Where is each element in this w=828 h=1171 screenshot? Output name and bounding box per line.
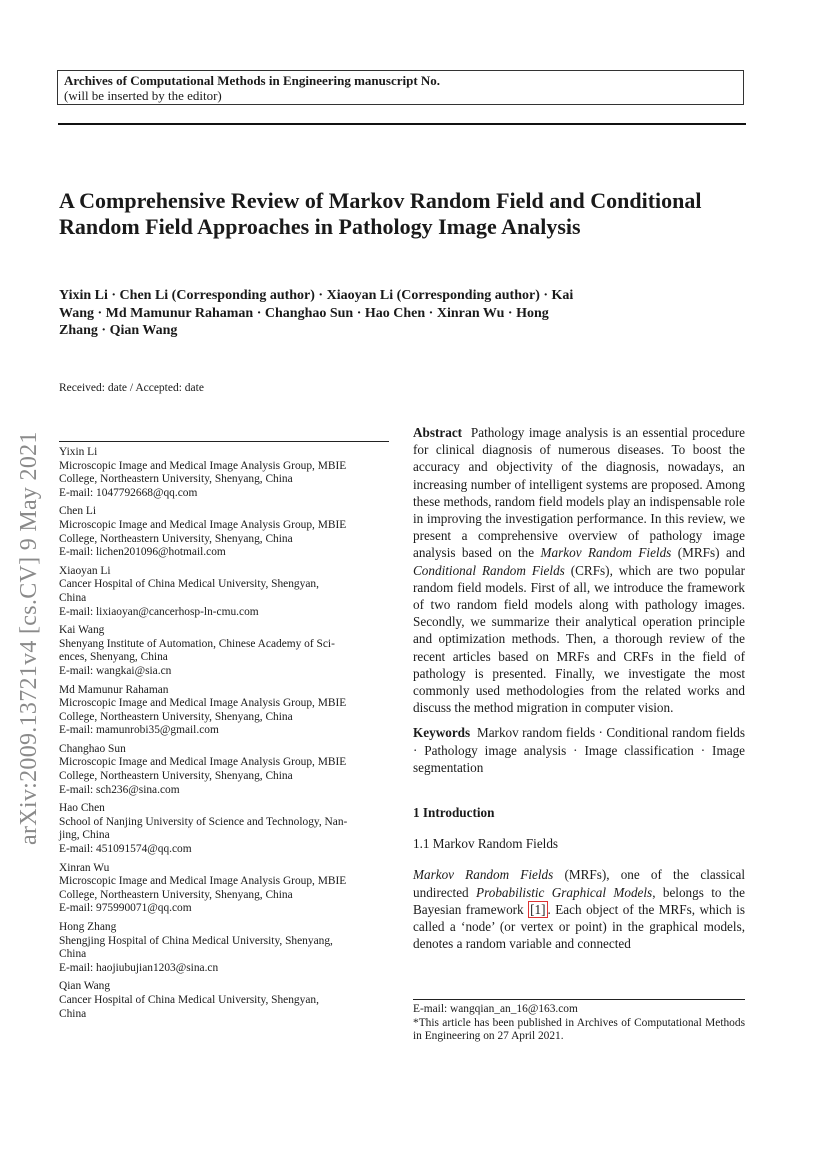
affiliation-name: Qian Wang xyxy=(59,980,111,993)
affiliation-name: Xinran Wu xyxy=(59,861,110,874)
affiliation-email[interactable]: E-mail: sch236@sina.com xyxy=(59,783,180,796)
footnote-publication-note: *This article has been published in Archives of Computational Methods in Engineering on 27 April 2021. xyxy=(413,1016,745,1043)
affiliation-line: College, Northeastern University, Shenyang, China xyxy=(59,710,293,723)
affiliation-list xyxy=(59,446,391,1026)
affiliation-name: Hao Chen xyxy=(59,802,105,815)
journal-name: Archives of Computational Methods in Engineering manuscript No. xyxy=(64,73,441,88)
affiliation-item xyxy=(59,802,391,856)
affiliation-line: Cancer Hospital of China Medical University, Shengyan, xyxy=(59,578,319,591)
affiliation-item xyxy=(59,862,391,916)
affiliation-line: School of Nanjing University of Science and Technology, Nan- xyxy=(59,815,348,828)
subsection-heading-mrf: 1.1 Markov Random Fields xyxy=(413,836,559,852)
keywords-text: Markov random fields · Conditional random fields · Pathology image analysis · Image classification · Image segmentation xyxy=(413,725,745,775)
affiliation-line: College, Northeastern University, Shenyang, China xyxy=(59,888,293,901)
affiliation-line: Shenyang Institute of Automation, Chinese Academy of Sci- xyxy=(59,637,335,650)
affiliation-name: Chen Li xyxy=(59,505,97,518)
affiliation-email[interactable]: E-mail: haojiubujian1203@sina.cn xyxy=(59,961,219,974)
affiliation-line: College, Northeastern University, Shenyang, China xyxy=(59,473,293,486)
journal-header-box xyxy=(57,70,744,105)
intro-term: Probabilistic Graphical Models xyxy=(476,884,653,900)
affiliation-line: Shengjing Hospital of China Medical University, Shenyang, xyxy=(59,934,333,947)
affiliation-name: Md Mamunur Rahaman xyxy=(59,683,169,696)
affiliation-name: Hong Zhang xyxy=(59,921,117,933)
citation-link[interactable]: [1] xyxy=(530,901,546,917)
affiliation-line: College, Northeastern University, Shenyang, China xyxy=(59,770,293,783)
affiliation-line: jing, China xyxy=(59,829,110,842)
abstract-term-mrf: Markov Random Fields xyxy=(540,545,672,561)
affiliation-line: China xyxy=(59,591,87,604)
affiliation-line: China xyxy=(59,1007,87,1020)
affiliation-email[interactable]: E-mail: wangkai@sia.cn xyxy=(59,664,172,677)
paper-title: A Comprehensive Review of Markov Random Field and Conditional Random Field Approaches in Pathology Image Analysis xyxy=(59,188,702,239)
affiliation-email[interactable]: E-mail: lixiaoyan@cancerhosp-ln-cmu.com xyxy=(59,605,259,618)
arxiv-identifier[interactable]: arXiv:2009.13721v4 [cs.CV] 9 May 2021 xyxy=(16,431,42,845)
abstract-label: Abstract xyxy=(413,425,463,440)
affiliation-line: Microscopic Image and Medical Image Analysis Group, MBIE xyxy=(59,756,347,769)
right-column xyxy=(413,424,745,952)
affiliation-item xyxy=(59,565,391,619)
affiliation-item xyxy=(59,921,391,975)
abstract-text: (CRFs), which are two popular random field models. First of all, we introduce the framework of two random field models along with pathology images. Secondly, we summarize their analytical operation principle and optimization methods. Then, a thorough review of the recent articles based on MRFs and CRFs in the field of pathology is presented. Finally, we investigate the most commonly used methodologies from the related works and discuss the method migration in computer vision. xyxy=(413,562,745,716)
affiliation-item xyxy=(59,624,391,678)
affiliation-email[interactable]: E-mail: mamunrobi35@gmail.com xyxy=(59,724,219,737)
journal-note: (will be inserted by the editor) xyxy=(64,88,222,103)
keywords xyxy=(413,724,745,776)
affiliation-item xyxy=(59,684,391,738)
affiliation-line: Microscopic Image and Medical Image Analysis Group, MBIE xyxy=(59,697,347,710)
affiliation-item xyxy=(59,980,391,1021)
abstract-text: Pathology image analysis is an essential procedure for clinical diagnosis of numerous diseases. To boost the accuracy and objectivity of the diagnosis, nowadays, an increasing number of intelligent systems are proposed. Among these methods, random field models play an indispensable role in improving the investigation performance. In this review, we present a comprehensive overview of pathology image analysis based on the xyxy=(413,425,746,561)
affiliation-item xyxy=(59,446,391,500)
affiliation-name: Yixin Li xyxy=(59,446,98,458)
received-date: Received: date / Accepted: date xyxy=(59,382,204,394)
affiliation-rule xyxy=(59,441,389,442)
affiliation-line: Microscopic Image and Medical Image Analysis Group, MBIE xyxy=(59,875,347,888)
intro-text: . Each object of the MRFs, which is called a ‘node’ (or vertex or point) in the graphical models, denotes a random variable and connected xyxy=(413,901,745,952)
intro-text: (MRFs), one of the classical undirected xyxy=(413,867,746,900)
abstract-term-crf: Conditional Random Fields xyxy=(413,562,565,578)
abstract-text: (MRFs) and xyxy=(671,545,745,561)
affiliation-line: Cancer Hospital of China Medical University, Shengyan, xyxy=(59,993,319,1006)
section-heading-introduction: 1 Introduction xyxy=(413,805,495,821)
intro-text: , belongs to the Bayesian framework xyxy=(413,884,745,917)
affiliation-name: Xiaoyan Li xyxy=(59,564,111,577)
abstract xyxy=(413,424,745,716)
keywords-label: Keywords xyxy=(413,725,471,741)
affiliation-line: ences, Shenyang, China xyxy=(59,651,168,664)
affiliation-line: China xyxy=(59,948,87,961)
affiliation-name: Changhao Sun xyxy=(59,742,126,755)
affiliation-email[interactable]: E-mail: lichen201096@hotmail.com xyxy=(59,546,226,559)
affiliation-email[interactable]: E-mail: 451091574@qq.com xyxy=(59,843,192,856)
footnote-email[interactable]: E-mail: wangqian_an_16@163.com xyxy=(413,1003,578,1015)
intro-paragraph xyxy=(413,866,745,952)
affiliation-item xyxy=(59,505,391,559)
affiliation-name: Kai Wang xyxy=(59,624,105,637)
affiliation-line: College, Northeastern University, Shenyang, China xyxy=(59,532,293,545)
affiliation-email[interactable]: E-mail: 1047792668@qq.com xyxy=(59,486,198,499)
footnote-rule xyxy=(413,999,745,1000)
affiliation-item xyxy=(59,743,391,797)
affiliation-line: Microscopic Image and Medical Image Analysis Group, MBIE xyxy=(59,459,347,472)
footnotes xyxy=(413,1003,745,1044)
header-rule xyxy=(58,123,746,125)
intro-term: Markov Random Fields xyxy=(413,867,554,883)
affiliation-line: Microscopic Image and Medical Image Analysis Group, MBIE xyxy=(59,518,347,531)
author-list: Yixin Li · Chen Li (Corresponding author) · Xiaoyan Li (Corresponding author) · Kai Wang · Md Mamunur Rahaman · Changhao Sun · Hao Chen · Xinran Wu · Hong Zhang · Qian Wang xyxy=(59,288,574,338)
affiliation-email[interactable]: E-mail: 975990071@qq.com xyxy=(59,902,192,915)
